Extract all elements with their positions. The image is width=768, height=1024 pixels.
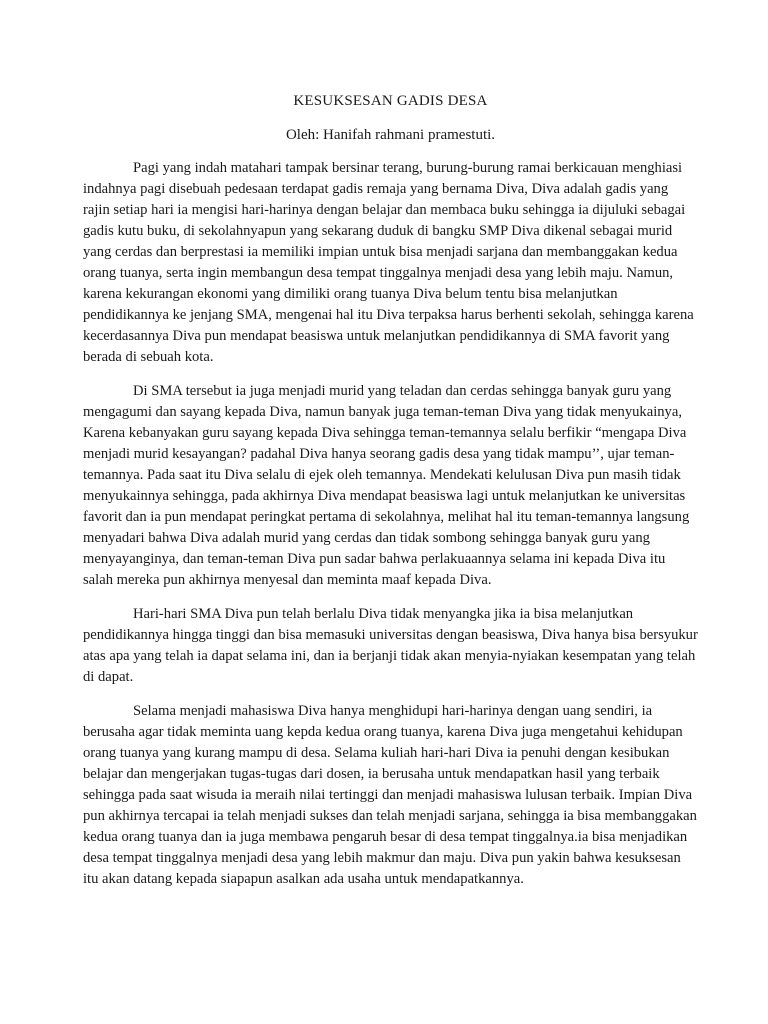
paragraph-1: Pagi yang indah matahari tampak bersinar terang, burung-burung ramai berkicauan menghiasi indahnya pagi disebuah pedesaan terdapat gadis remaja yang bernama Diva, Diva adalah gadis yang rajin setiap hari ia mengisi hari-harinya dengan belajar dan membaca buku sehingga ia dijuluki sebagai gadis kutu buku, di sekolahnyapun yang sekarang duduk di bangku SMP Diva dikenal sebagai murid yang cerdas dan berprestasi ia memiliki impian untuk bisa menjadi sarjana dan membanggakan kedua orang tuanya, serta ingin membangun desa tempat tinggalnya menjadi desa yang lebih maju. Namun, karena kekurangan ekonomi yang dimiliki orang tuanya Diva belum tentu bisa melanjutkan pendidikannya ke jenjang SMA, mengenai hal itu Diva terpaksa harus berhenti sekolah, sehingga karena kecerdasannya Diva pun mendapat beasiswa untuk melanjutkan pendidikannya di SMA favorit yang berada di sebuah kota.	[83, 160, 694, 365]
document-author: Oleh: Hanifah rahmani pramestuti.	[285, 127, 496, 143]
paragraph-2: Di SMA tersebut ia juga menjadi murid yang teladan dan cerdas sehingga banyak guru yang mengagumi dan sayang kepada Diva, namun banyak juga teman-teman Diva yang tidak menyukainya, Karena kebanyakan guru sayang kepada Diva sehingga teman-temannya selalu berfikir “mengapa Diva menjadi murid kesayangan? padahal Diva hanya seorang gadis desa yang tidak mampu’’, ujar teman-temannya. Pada saat itu Diva selalu di ejek oleh temannya. Mendekati kelulusan Diva pun masih tidak menyukainnya sehingga, pada akhirnya Diva mendapat beasiswa lagi untuk melanjutkan ke universitas favorit dan ia pun mendapat peringkat pertama di sekolahnya, melihat hal itu teman-temannya langsung menyadari bahwa Diva adalah murid yang cerdas dan tidak sombong sehingga banyak guru yang menyayanginya, dan teman-teman Diva pun sadar bahwa perlakuaannya selama ini kepada Diva itu salah mereka pun akhirnya menyesal dan meminta maaf kepada Diva.	[83, 383, 690, 588]
document-body	[83, 90, 698, 903]
document-title: KESUKSESAN GADIS DESA	[293, 93, 488, 109]
paragraph-3: Hari-hari SMA Diva pun telah berlalu Diva tidak menyangka jika ia bisa melanjutkan pendidikannya hingga tinggi dan bisa memasuki universitas dengan beasiswa, Diva hanya bisa bersyukur atas apa yang telah ia dapat selama ini, dan ia berjanji tidak akan menyia-nyiakan kesempatan yang telah di dapat.	[83, 606, 698, 685]
paragraph-4: Selama menjadi mahasiswa Diva hanya menghidupi hari-harinya dengan uang sendiri, ia berusaha agar tidak meminta uang kepda kedua orang tuanya, karena Diva juga mengetahui kehidupan orang tuanya yang kurang mampu di desa. Selama kuliah hari-hari Diva ia penuhi dengan kesibukan belajar dan mengerjakan tugas-tugas dari dosen, ia berusaha untuk mendapatkan hasil yang terbaik sehingga pada saat wisuda ia meraih nilai tertinggi dan menjadi mahasiswa lulusan terbaik. Impian Diva pun akhirnya tercapai ia telah menjadi sukses dan telah menjadi sarjana, sehingga ia bisa membanggakan kedua orang tuanya dan ia juga membawa pengaruh besar di desa tempat tinggalnya.ia bisa menjadikan desa tempat tinggalnya menjadi desa yang lebih makmur dan maju. Diva pun yakin bahwa kesuksesan itu akan datang kepada siapapun asalkan ada usaha untuk mendapatkannya.	[83, 703, 697, 887]
